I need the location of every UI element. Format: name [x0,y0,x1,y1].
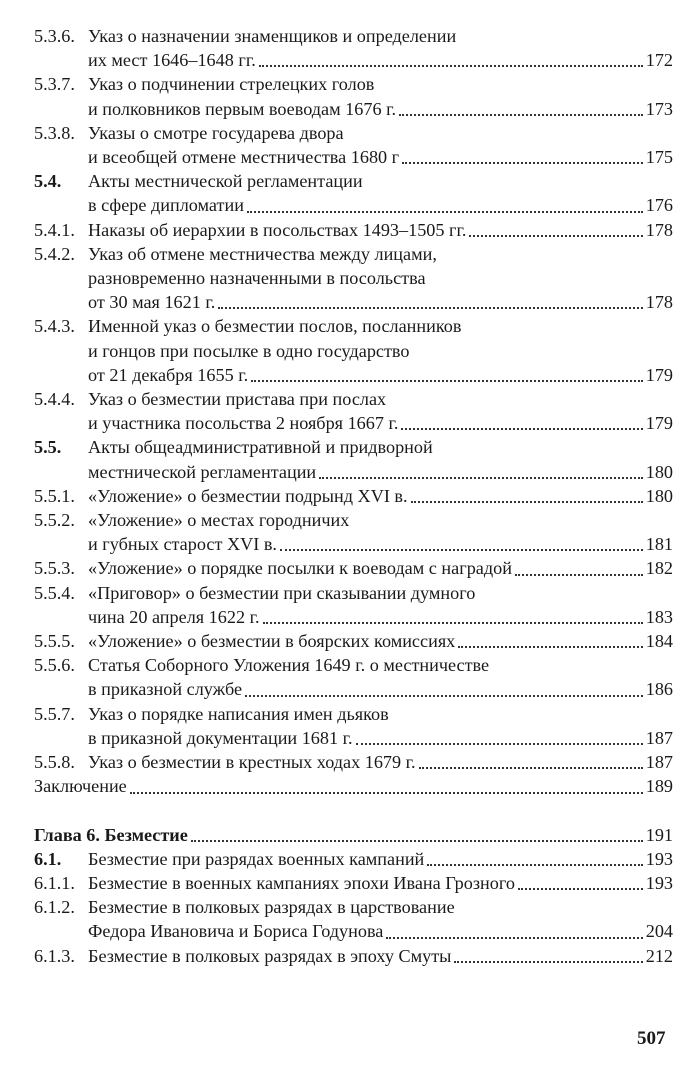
toc-entry-title: их мест 1646–1648 гг. [88,50,256,71]
toc-entry-title: Указ об отмене местничества между лицами, [88,243,437,264]
toc-entry-title: Акты местнической регламентации [88,171,363,192]
toc-entry[interactable] [34,847,673,871]
toc-entry-title: Указ о подчинении стрелецких голов [88,74,375,95]
toc-entry-title: «Уложение» о безместии в боярских комиссиях [88,631,456,652]
toc-entry-page: 189 [645,776,673,797]
toc-entry-number: 5.5. [34,437,62,458]
dot-leader [245,695,643,697]
toc-entry-page: 186 [645,679,673,700]
toc-entry[interactable] [34,508,673,556]
dot-leader [247,211,643,213]
toc-entry-title: и всеобщей отмене местничества 1680 г [88,147,400,168]
dot-leader [454,961,643,963]
toc-entry-page: 183 [645,606,673,627]
toc-entry-title: от 21 декабря 1655 г. [88,364,249,385]
toc-entry-page: 179 [645,413,673,434]
toc-entry-number: 5.5.2. [34,510,75,531]
toc-entry-page: 187 [645,752,673,773]
toc-entry[interactable] [34,871,673,895]
toc-entry-title: в приказной документации 1681 г. [88,727,353,748]
dot-leader [515,574,643,576]
toc-entry[interactable] [34,314,673,387]
toc-entry-title: Федора Ивановича и Бориса Годунова [88,921,384,942]
toc-entry-number: 6.1.3. [34,945,75,966]
dot-leader [518,888,643,890]
toc-entry-title: Наказы об иерархии в посольствах 1493–1505 гг. [88,219,467,240]
toc-entry-number: 5.3.7. [34,74,75,95]
toc-entry[interactable] [34,484,673,508]
toc-entry-title: Указ о порядке написания имен дьяков [88,703,389,724]
toc-entry-title: Акты общеадминистративной и придворной [88,437,433,458]
dot-leader [399,114,643,116]
toc-entry-page: 191 [645,824,673,845]
toc-entry-title: и гонцов при посылке в одно государство [88,340,410,361]
toc-entry-title: Именной указ о безместии послов, посланников [88,316,462,337]
toc-entry-title: чина 20 апреля 1622 г. [88,606,260,627]
toc-entry-title: и полковников первым воеводам 1676 г. [88,98,397,119]
dot-leader [263,622,643,624]
toc-entry-page: 173 [645,98,673,119]
toc-entry-page: 193 [645,848,673,869]
toc-entry[interactable] [34,556,673,580]
toc-entry[interactable] [34,121,673,169]
dot-leader [411,501,643,503]
toc-entry[interactable] [34,774,673,798]
page-number: 507 [637,1028,666,1049]
toc-entry-number: 5.4.1. [34,219,75,240]
toc-entry[interactable] [34,169,673,217]
toc-entry-title: Заключение [34,776,127,797]
toc-entry-page: 181 [645,534,673,555]
toc-entry-number: 5.5.6. [34,655,75,676]
toc-entry[interactable] [34,218,673,242]
toc-entry-title: и губных старост XVI в. [88,534,277,555]
toc-entry-page: 180 [645,461,673,482]
toc-entry[interactable] [34,24,673,72]
dot-leader [402,162,643,164]
toc-entry-page: 172 [645,50,673,71]
toc-entry-number: 5.5.7. [34,703,75,724]
toc-entry-number: 6.1. [34,848,62,869]
dot-leader [469,235,643,237]
toc-entry-page: 178 [645,292,673,313]
dot-leader [458,646,643,648]
toc-entry-title: «Уложение» о местах городничих [88,510,350,531]
toc-entry[interactable] [34,72,673,120]
toc-entry-number: 5.5.1. [34,485,75,506]
toc-entry-title: в приказной службе [88,679,243,700]
dot-leader [356,743,643,745]
toc-entry-title: Безместие в полковых разрядах в эпоху Смуты [88,945,452,966]
toc-entry-number: 6.1.2. [34,897,75,918]
toc-entry[interactable] [34,242,673,315]
toc-entry[interactable] [34,750,673,774]
toc-entry-title: и участника посольства 2 ноября 1667 г. [88,413,399,434]
dot-leader [280,549,643,551]
toc-entry-page: 179 [645,364,673,385]
toc-entry-title: Указ о назначении знаменщиков и определении [88,26,457,46]
dot-leader [386,937,643,939]
toc-entry-title: «Приговор» о безместии при сказывании думного [88,582,476,603]
dot-leader [419,767,643,769]
toc-entry[interactable] [34,823,673,847]
toc-entry-page: 175 [645,147,673,168]
toc-entry-number: 5.5.8. [34,752,75,773]
toc-entry-title: Безместие в военных кампаниях эпохи Ивана Грозного [88,872,515,893]
toc-entry-page: 204 [645,921,673,942]
toc-entry-title: Указы о смотре государева двора [88,122,344,143]
section-gap [34,799,673,823]
toc-entry-title: разновременно назначенными в посольства [88,268,426,289]
toc-entry-title: Безместие при разрядах военных кампаний [88,848,425,869]
toc-entry-number: 5.4. [34,171,62,192]
toc-entry-title: «Уложение» о порядке посылки к воеводам с наградой [88,558,512,579]
toc-entry-number: 5.5.5. [34,631,75,652]
toc-entry-page: 187 [645,727,673,748]
toc-entry-title: Указ о безместии пристава при послах [88,389,387,410]
toc-entry-number: 6.1.1. [34,872,75,893]
toc-entry-page: 184 [645,631,673,652]
toc-entry-title: Указ о безместии в крестных ходах 1679 г. [88,752,416,773]
dot-leader [251,380,643,382]
toc-entry-title: «Уложение» о безместии подрынд XVI в. [88,485,408,506]
toc-entry-page: 180 [645,485,673,506]
toc-entry-title: Безместие в полковых разрядах в царствование [88,897,455,918]
toc-entry-number: 5.4.2. [34,243,75,264]
toc-entry-page: 178 [645,219,673,240]
dot-leader [218,307,643,309]
toc-entry-title: в сфере дипломатии [88,195,244,216]
toc-entry[interactable] [34,944,673,968]
toc-entry-title: Глава 6. Безместие [34,824,188,845]
toc-entry-title: Статья Соборного Уложения 1649 г. о местничестве [88,655,490,676]
dot-leader [401,428,643,430]
toc-entry[interactable] [34,653,673,701]
toc-entry-number: 5.3.8. [34,122,75,143]
toc-entry[interactable] [34,435,673,483]
toc-entry-number: 5.4.3. [34,316,75,337]
dot-leader [427,864,643,866]
toc-entry[interactable] [34,581,673,629]
table-of-contents [34,24,673,968]
toc-entry-number: 5.5.3. [34,558,75,579]
toc-entry-page: 212 [645,945,673,966]
toc-entry[interactable] [34,387,673,435]
dot-leader [259,65,643,67]
toc-entry-title: местнической регламентации [88,461,317,482]
toc-entry-number: 5.4.4. [34,389,75,410]
dot-leader [319,477,643,479]
toc-entry-number: 5.3.6. [34,26,75,46]
toc-entry[interactable] [34,629,673,653]
dot-leader [191,840,643,842]
dot-leader [130,792,643,794]
toc-entry-page: 176 [645,195,673,216]
toc-entry-page: 193 [645,872,673,893]
toc-entry-title: от 30 мая 1621 г. [88,292,216,313]
toc-entry[interactable] [34,702,673,750]
toc-entry-number: 5.5.4. [34,582,75,603]
toc-entry[interactable] [34,895,673,943]
toc-entry-page: 182 [645,558,673,579]
